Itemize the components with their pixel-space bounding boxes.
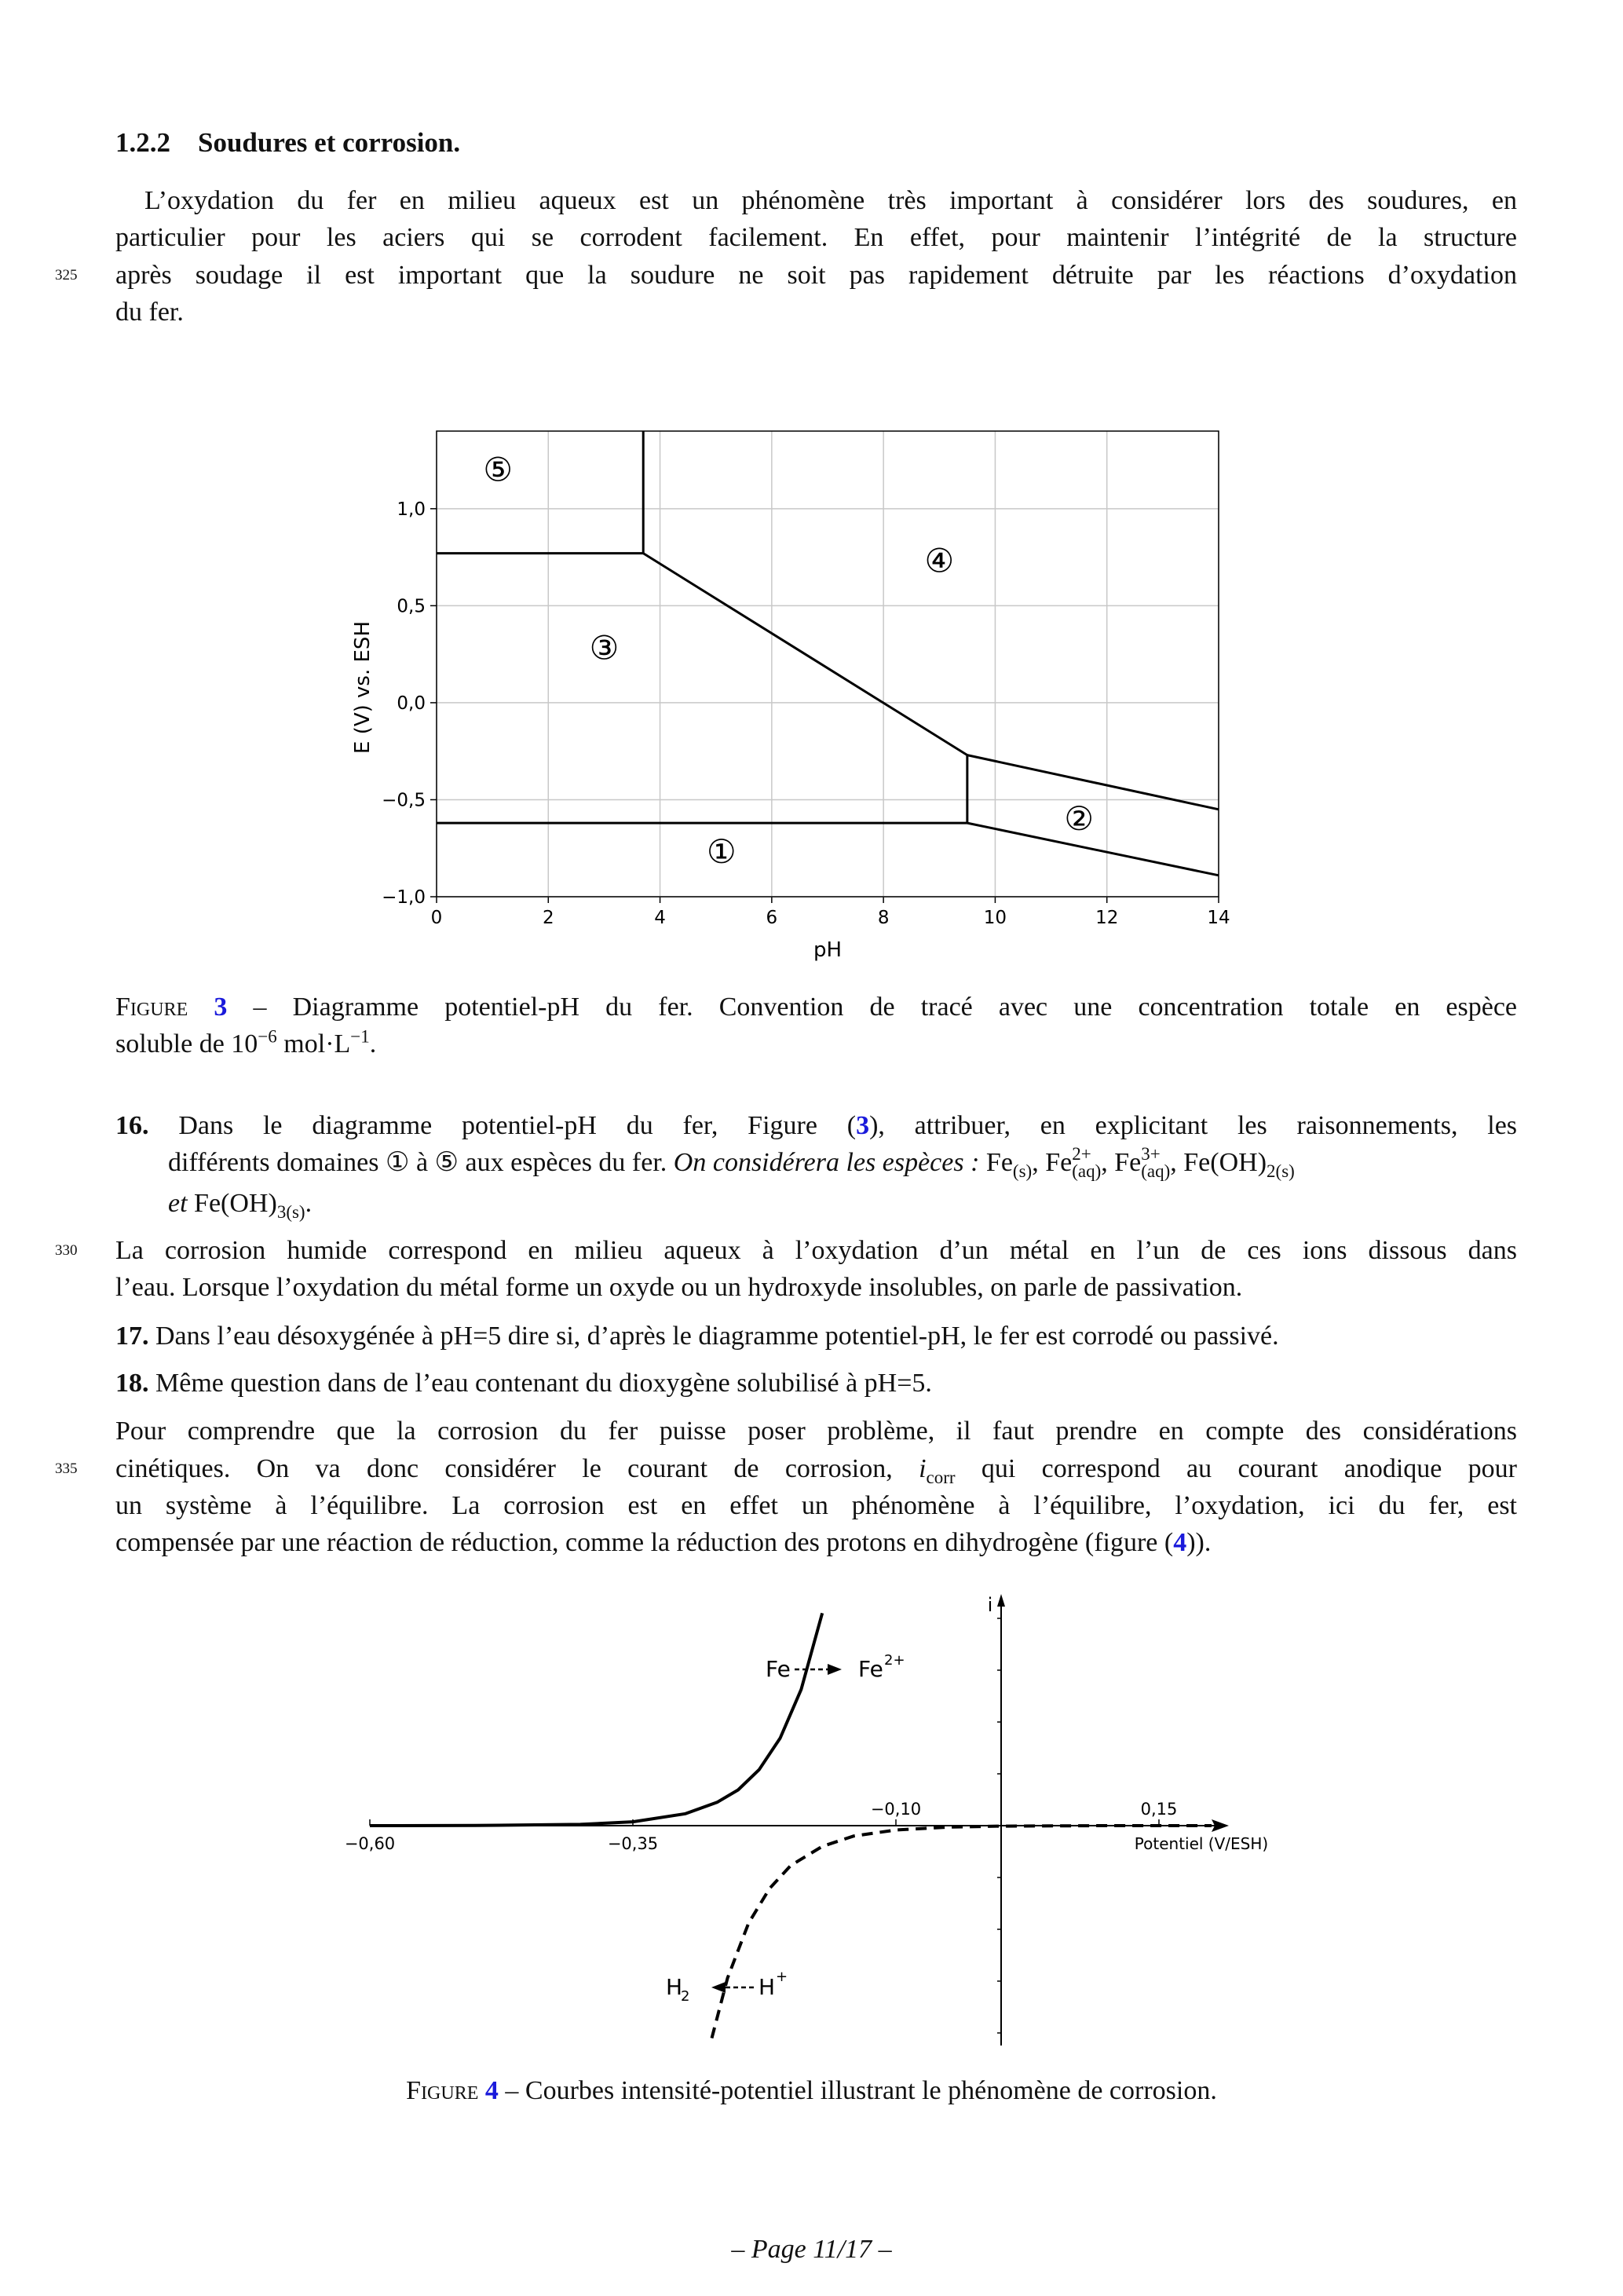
fe-oxidation-curve bbox=[370, 1613, 822, 1826]
subscript: corr bbox=[926, 1467, 956, 1487]
annotation-hplus: H bbox=[758, 1974, 776, 2000]
question-number: 17. bbox=[115, 1322, 149, 1351]
caption-text: soluble de 10 bbox=[115, 1029, 258, 1058]
paragraph-line bbox=[115, 1450, 1517, 1488]
x-tick-label: 0 bbox=[430, 908, 443, 928]
species: Fe bbox=[985, 1148, 1013, 1177]
figure-label: Figure bbox=[406, 2076, 479, 2105]
sep: , bbox=[1170, 1148, 1184, 1177]
species: Fe bbox=[1114, 1148, 1142, 1177]
x-tick-label: 6 bbox=[766, 908, 778, 928]
sep: , bbox=[1101, 1148, 1115, 1177]
annotation-fe2: Fe bbox=[858, 1656, 883, 1682]
x-tick-label: 0,15 bbox=[1140, 1800, 1178, 1819]
question-text: différents domaines ① à ⑤ aux espèces du fer. bbox=[168, 1148, 674, 1177]
question-number: 18. bbox=[115, 1369, 149, 1398]
paragraph-line: un système à l’équilibre. La corrosion est en effet un phénomène à l’équilibre, l’oxydation, ici du fer, est bbox=[115, 1491, 1517, 1520]
question-text-italic: On considérera les espèces : bbox=[673, 1148, 980, 1177]
paragraph-line bbox=[115, 1524, 1517, 1562]
domain-label: ⑤ bbox=[483, 450, 514, 489]
figure-ref-link[interactable]: 3 bbox=[856, 1111, 870, 1140]
paragraph-line: L’oxydation du fer en milieu aqueux est un phénomène très important à considérer lors des soudures, en bbox=[144, 186, 1517, 215]
superscript: 3+ bbox=[1141, 1144, 1161, 1164]
figure-3-caption-line2 bbox=[115, 1026, 1517, 1063]
paragraph-line: l’eau. Lorsque l’oxydation du métal forme un oxyde ou un hydroxyde insolubles, on parle de passivation. bbox=[115, 1273, 1243, 1302]
arrow-left-icon bbox=[711, 1982, 726, 1993]
superscript: 2+ bbox=[1072, 1144, 1091, 1164]
domain-label: ④ bbox=[924, 541, 955, 580]
caption-text: . bbox=[369, 1029, 377, 1058]
subscript: 3(s) bbox=[276, 1201, 305, 1222]
figure-3-caption bbox=[115, 989, 1517, 1026]
annotation-fe2-sup: 2+ bbox=[884, 1652, 905, 1669]
domain-label: ③ bbox=[589, 628, 620, 667]
x-tick-label: −0,10 bbox=[870, 1800, 922, 1819]
y-tick-label: 1,0 bbox=[397, 499, 426, 520]
caption-text: – Diagramme potentiel-pH du fer. Convention de tracé avec une concentration totale en espèce bbox=[253, 993, 1517, 1022]
line-number: 335 bbox=[55, 1461, 78, 1477]
question-text-italic: et bbox=[168, 1189, 188, 1218]
arrow-right-icon bbox=[828, 1664, 842, 1675]
x-tick-label: 2 bbox=[542, 908, 554, 928]
caption-text: mol·L bbox=[276, 1029, 351, 1058]
page-footer: – Page 11/17 – bbox=[731, 2235, 892, 2264]
species: Fe bbox=[1045, 1148, 1073, 1177]
figure-number: 3 bbox=[214, 993, 228, 1022]
exponent: −1 bbox=[350, 1026, 370, 1047]
x-tick-label: 4 bbox=[654, 908, 666, 928]
question-18 bbox=[115, 1365, 1517, 1402]
question-text: Dans le diagramme potentiel-pH du fer, Figure ( bbox=[178, 1111, 857, 1140]
y-tick-label: −0,5 bbox=[382, 790, 426, 811]
question-16-line1 bbox=[115, 1107, 1517, 1145]
question-text: Dans l’eau désoxygénée à pH=5 dire si, d’après le diagramme potentiel-pH, le fer est corrodé ou passivé. bbox=[155, 1322, 1279, 1351]
sup-sub bbox=[1072, 1146, 1101, 1180]
domain-label: ② bbox=[1064, 799, 1094, 839]
intensity-potential-curves bbox=[0, 1563, 1623, 2065]
figure-4-caption bbox=[0, 2072, 1623, 2110]
annotation-hplus-sup: + bbox=[776, 1969, 788, 1985]
figure-ref-link[interactable]: 4 bbox=[1173, 1528, 1187, 1557]
x-axis-label: Potentiel (V/ESH) bbox=[1134, 1834, 1269, 1853]
paragraph-line: Pour comprendre que la corrosion du fer puisse poser problème, il faut prendre en compte des considérations bbox=[115, 1417, 1517, 1446]
x-tick-label: −0,35 bbox=[607, 1834, 659, 1853]
exponent: −6 bbox=[258, 1026, 277, 1047]
text: cinétiques. On va donc considérer le courant de corrosion, bbox=[115, 1454, 919, 1483]
x-tick-label: −0,60 bbox=[344, 1834, 396, 1853]
math-i: i bbox=[919, 1454, 927, 1483]
boundary-line bbox=[643, 554, 967, 755]
y-tick-label: 0,0 bbox=[397, 693, 426, 714]
domain-label: ① bbox=[707, 832, 737, 872]
x-tick-label: 12 bbox=[1095, 908, 1119, 928]
sup-sub bbox=[1141, 1146, 1170, 1180]
line-number: 325 bbox=[55, 267, 78, 283]
h-reduction-curve bbox=[712, 1826, 1212, 2038]
question-16-line2 bbox=[168, 1144, 1517, 1182]
question-16-line3 bbox=[168, 1185, 1517, 1223]
y-axis-label: E (V) vs. ESH bbox=[351, 621, 375, 754]
species: Fe(OH) bbox=[194, 1189, 277, 1218]
paragraph-line: particulier pour les aciers qui se corrodent facilement. En effet, pour maintenir l’intégrité de la structure bbox=[115, 223, 1517, 252]
species: Fe(OH) bbox=[1183, 1148, 1267, 1177]
y-axis-arrow-icon bbox=[997, 1594, 1005, 1607]
figure-number: 4 bbox=[484, 2076, 499, 2105]
y-axis-label: i bbox=[987, 1594, 993, 1616]
section-title: Soudures et corrosion. bbox=[198, 127, 461, 158]
question-17 bbox=[115, 1318, 1517, 1355]
paragraph-line: après soudage il est important que la soudure ne soit pas rapidement détruite par les réactions d’oxydation bbox=[115, 261, 1517, 290]
text: compensée par une réaction de réduction, comme la réduction des protons en dihydrogène (figure ( bbox=[115, 1528, 1174, 1557]
line-number: 330 bbox=[55, 1242, 78, 1259]
question-text: ), attribuer, en explicitant les raisonnements, les bbox=[869, 1111, 1517, 1140]
question-text: Même question dans de l’eau contenant du dioxygène solubilisé à pH=5. bbox=[155, 1369, 932, 1398]
subscript: (aq) bbox=[1141, 1161, 1171, 1182]
annotation-h2-sub: 2 bbox=[681, 1988, 690, 2005]
subscript: (s) bbox=[1012, 1161, 1033, 1181]
text: qui correspond au courant anodique pour bbox=[955, 1454, 1517, 1483]
x-tick-label: 14 bbox=[1207, 908, 1230, 928]
section-number: 1.2.2 bbox=[115, 127, 170, 158]
subscript: (aq) bbox=[1072, 1161, 1102, 1182]
x-tick-label: 10 bbox=[983, 908, 1007, 928]
x-tick-label: 8 bbox=[877, 908, 890, 928]
question-number: 16. bbox=[115, 1111, 149, 1140]
paragraph-line: La corrosion humide correspond en milieu aqueux à l’oxydation d’un métal en l’un de ces ions dissous dans bbox=[115, 1236, 1517, 1265]
paragraph-line: du fer. bbox=[115, 298, 184, 327]
period: . bbox=[305, 1189, 313, 1218]
text: )). bbox=[1186, 1528, 1212, 1557]
caption-text: – Courbes intensité-potentiel illustrant le phénomène de corrosion. bbox=[505, 2076, 1217, 2105]
y-tick-label: −1,0 bbox=[382, 887, 426, 908]
sep: , bbox=[1032, 1148, 1046, 1177]
figure-label: Figure bbox=[115, 993, 188, 1022]
annotation-h2: H bbox=[666, 1974, 683, 2000]
x-axis-label: pH bbox=[813, 938, 843, 962]
y-tick-label: 0,5 bbox=[397, 596, 426, 617]
potential-ph-diagram bbox=[0, 0, 1623, 989]
annotation-fe: Fe bbox=[766, 1656, 791, 1682]
subscript: 2(s) bbox=[1267, 1161, 1295, 1181]
plot-frame bbox=[437, 431, 1219, 897]
